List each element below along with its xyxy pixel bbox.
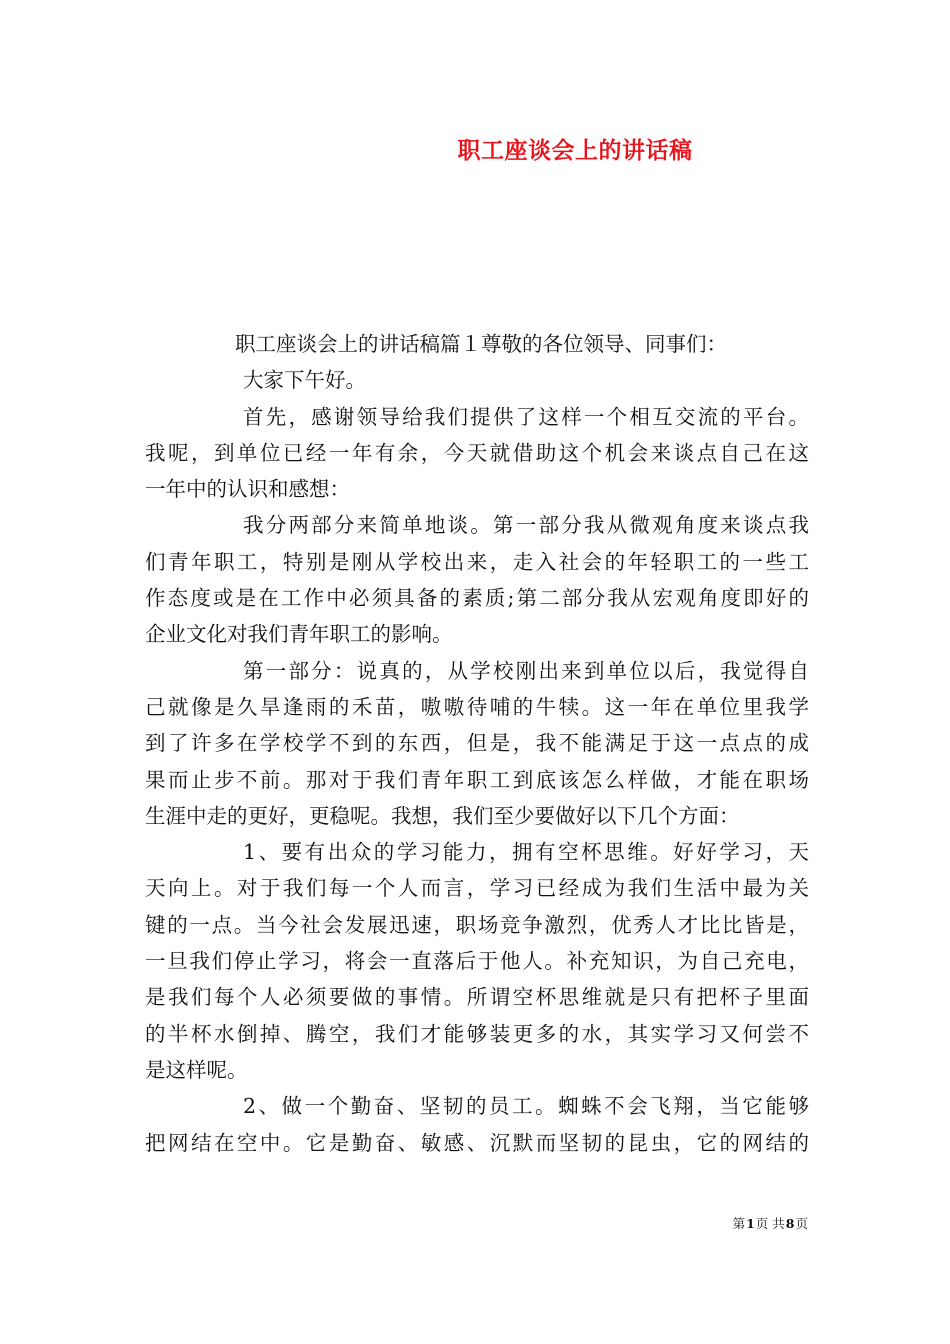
text-line: 把网结在空中。它是勤奋、敏感、沉默而坚韧的昆虫，它的网结的: [145, 1130, 809, 1155]
page-number: [733, 1214, 808, 1232]
text-line: 我分两部分来简单地谈。第一部分我从微观角度来谈点我: [243, 513, 809, 538]
text-line: 生涯中走的更好，更稳呢。我想，我们至少要做好以下几个方面：: [145, 803, 740, 828]
document-body: [145, 326, 809, 1161]
text-line: 的半杯水倒掉、腾空，我们才能够装更多的水，其实学习又何尝不: [145, 1021, 809, 1046]
text-line: 首先，感谢领导给我们提供了这样一个相互交流的平台。: [243, 404, 809, 429]
text-line: 我呢，到单位已经一年有余，今天就借助这个机会来谈点自己在这: [145, 440, 809, 465]
page-number-prefix: 第: [732, 1216, 746, 1231]
total-pages: 8: [785, 1216, 795, 1231]
document-title: 职工座谈会上的讲话稿: [457, 137, 693, 164]
page-number-middle: 页 共: [755, 1216, 785, 1231]
text-line: 天向上。对于我们每一个人而言，学习已经成为我们生活中最为关: [145, 876, 809, 901]
current-page: 1: [746, 1216, 755, 1231]
text-line: 一年中的认识和感想：: [145, 477, 350, 502]
text-line: 企业文化对我们青年职工的影响。: [145, 622, 453, 647]
text-line: 到了许多在学校学不到的东西，但是，我不能满足于这一点点的成: [145, 731, 809, 756]
text-line: 是我们每个人必须要做的事情。所谓空杯思维就是只有把杯子里面: [145, 985, 809, 1010]
text-line: 大家下午好。: [243, 368, 366, 393]
text-line: 果而止步不前。那对于我们青年职工到底该怎么样做，才能在职场: [145, 767, 809, 792]
text-line: 第一部分：说真的，从学校刚出来到单位以后，我觉得自: [243, 658, 809, 683]
text-line: 1、要有出众的学习能力，拥有空杯思维。好好学习，天: [243, 840, 809, 865]
page-number-suffix: 页: [795, 1216, 808, 1231]
text-line: 一旦我们停止学习，将会一直落后于他人。补充知识，为自己充电，: [145, 949, 809, 974]
text-line: 职工座谈会上的讲话稿篇１尊敬的各位领导、同事们：: [235, 332, 727, 356]
text-line: 们青年职工，特别是刚从学校出来，走入社会的年轻职工的一些工: [145, 549, 809, 574]
text-line: 2、做一个勤奋、坚韧的员工。蜘蛛不会飞翔，当它能够: [243, 1094, 809, 1119]
text-line: 作态度或是在工作中必须具备的素质;第二部分我从宏观角度即好的: [145, 586, 809, 611]
text-line: 是这样呢。: [145, 1057, 248, 1082]
text-line: 键的一点。当今社会发展迅速，职场竞争激烈，优秀人才比比皆是，: [145, 912, 809, 937]
text-line: 己就像是久旱逢雨的禾苗，嗷嗷待哺的牛犊。这一年在单位里我学: [145, 694, 809, 719]
